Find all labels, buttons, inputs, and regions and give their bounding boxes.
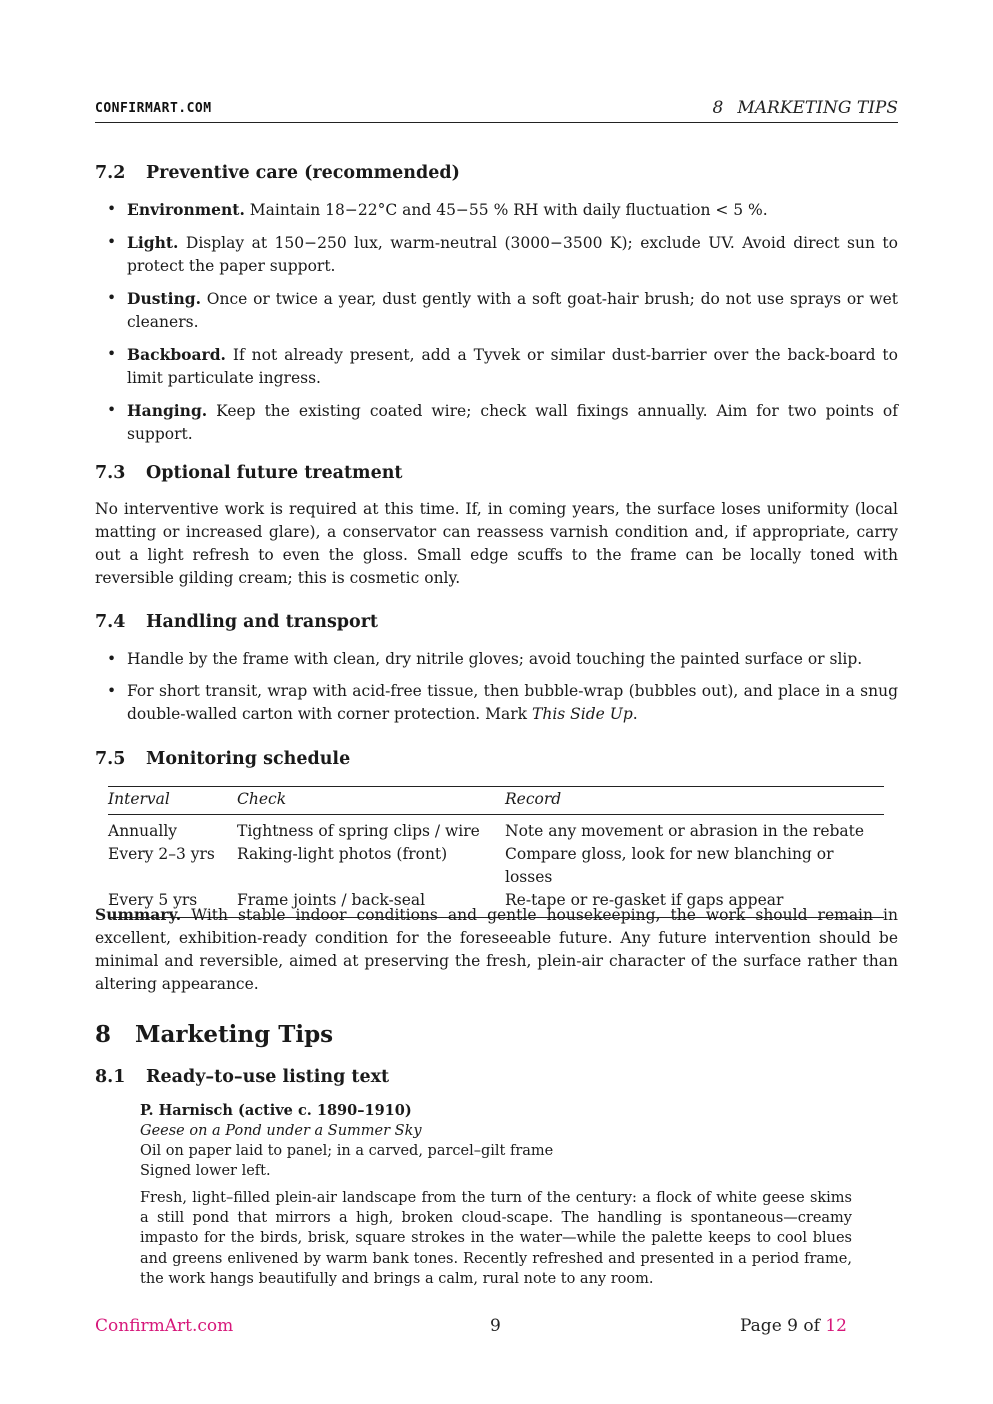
page-total-link[interactable]: 12 [825,1316,847,1336]
running-header [95,98,898,123]
list-item [95,343,898,390]
column-header-record: Record [505,787,884,815]
section-7-5-heading [95,749,350,769]
section-7-4-heading [95,612,378,632]
item-text: Keep the existing coated wire; check wall fixings annually. Aim for two points of support. [127,402,898,443]
signed-line: Signed lower left. [140,1163,271,1179]
cell-record: Compare gloss, look for new blanching or losses [505,845,834,886]
listing-description: Fresh, light–filled plein-air landscape from the turn of the century: a flock of white geese skims a still pond that mirrors a high, broken cloud-scape. The handling is spontaneous—creamy impasto for the birds, brisk, square strokes in the water—while the palette keeps to cool blues and greens enlivened by warm bank tones. Recently refreshed and presented in a period frame, the work hangs beautifully and brings a calm, rural note to any room. [140,1190,852,1287]
footer-page-count [740,1316,847,1336]
table-row [108,843,884,889]
cell-check: Raking-light photos (front) [237,845,448,863]
list-item [95,399,898,446]
section-8-1-heading [95,1067,389,1087]
item-text: Once or twice a year, dust gently with a soft goat-hair brush; do not use sprays or wet cleaners. [127,290,898,331]
site-logo: CONFIRMART.COM [95,101,212,116]
summary-text: With stable indoor conditions and gentle housekeeping, the work should remain in excellent, exhibition-ready condition for the foreseeable future. Any future intervention should be minimal and reversible, aimed at preserving the fresh, plein-air character of the surface rather than altering appearance. [95,906,898,993]
section-title: Monitoring schedule [146,749,351,769]
summary-paragraph [95,903,898,996]
cell-record: Note any movement or abrasion in the rebate [505,822,865,840]
optional-treatment-paragraph: No interventive work is required at this time. If, in coming years, the surface loses uniformity (local matting or increased glare), a conservator can reassess varnish condition and, if appropriate, carry out a light refresh to even the gloss. Small edge scuffs to the frame can be locally toned with reversible gilding cream; this is cosmetic only. [95,500,898,587]
cell-interval: Annually [108,822,178,840]
running-section-name: MARKETING TIPS [737,98,898,118]
section-title: Ready–to–use listing text [146,1067,390,1087]
column-header-check: Check [237,787,505,815]
section-title: Handling and transport [146,612,379,632]
item-emphasis: This Side Up [532,705,633,723]
running-section-number: 8 [712,98,724,118]
item-text: For short transit, wrap with acid-free tissue, then bubble-wrap (bubbles out), and place in a snug double-walled carton with corner protection. Mark [127,682,898,723]
footer-site-link[interactable]: ConfirmArt.com [95,1316,234,1336]
list-item [95,231,898,278]
item-text: If not already present, add a Tyvek or similar dust-barrier over the back-board to limit particulate ingress. [127,346,898,387]
section-8-heading [95,1021,333,1048]
item-label: Environment. [127,200,245,219]
column-header-interval: Interval [108,787,237,815]
table-row [108,815,884,844]
running-section-title [713,98,898,118]
listing-text [140,1101,852,1289]
cell-interval: Every 2–3 yrs [108,845,215,863]
item-label: Backboard. [127,345,226,364]
artwork-title: Geese on a Pond under a Summer Sky [140,1123,422,1139]
item-label: Light. [127,233,179,252]
table-header-row [108,787,884,815]
list-item [95,198,898,222]
item-end: . [632,705,638,723]
section-number: 7.2 [95,163,126,183]
list-item [95,648,898,671]
list-item [95,287,898,334]
section-number: 8 [95,1021,112,1048]
section-number: 7.4 [95,612,126,632]
section-number: 8.1 [95,1067,126,1087]
footer-page-number: 9 [490,1316,501,1336]
section-title: Preventive care (recommended) [146,163,460,183]
section-number: 7.3 [95,463,126,483]
summary-label: Summary. [95,905,182,924]
section-7-3-heading [95,463,403,483]
monitoring-table [108,786,884,918]
medium-line: Oil on paper laid to panel; in a carved, parcel–gilt frame [140,1143,554,1159]
cell-check: Frame joints / back-seal [237,889,505,918]
handling-list [95,648,898,735]
item-label: Hanging. [127,401,208,420]
page-prefix: Page 9 of [740,1316,826,1336]
cell-record: Re-tape or re-gasket if gaps appear [505,889,884,918]
preventive-care-list [95,198,898,455]
item-text: Display at 150−250 lux, warm-neutral (3000−3500 K); exclude UV. Avoid direct sun to protect the paper support. [127,234,898,275]
artist-line: P. Harnisch (active c. 1890–1910) [140,1102,412,1119]
cell-interval: Every 5 yrs [108,889,237,918]
section-7-2-heading [95,163,460,183]
cell-check: Tightness of spring clips / wire [237,822,480,840]
item-text: Handle by the frame with clean, dry nitrile gloves; avoid touching the painted surface or slip. [127,650,863,668]
list-item [95,680,898,726]
section-number: 7.5 [95,749,126,769]
item-label: Dusting. [127,289,201,308]
section-title: Marketing Tips [135,1021,334,1048]
section-title: Optional future treatment [146,463,403,483]
item-text: Maintain 18−22°C and 45−55 % RH with daily fluctuation < 5 %. [249,201,768,219]
